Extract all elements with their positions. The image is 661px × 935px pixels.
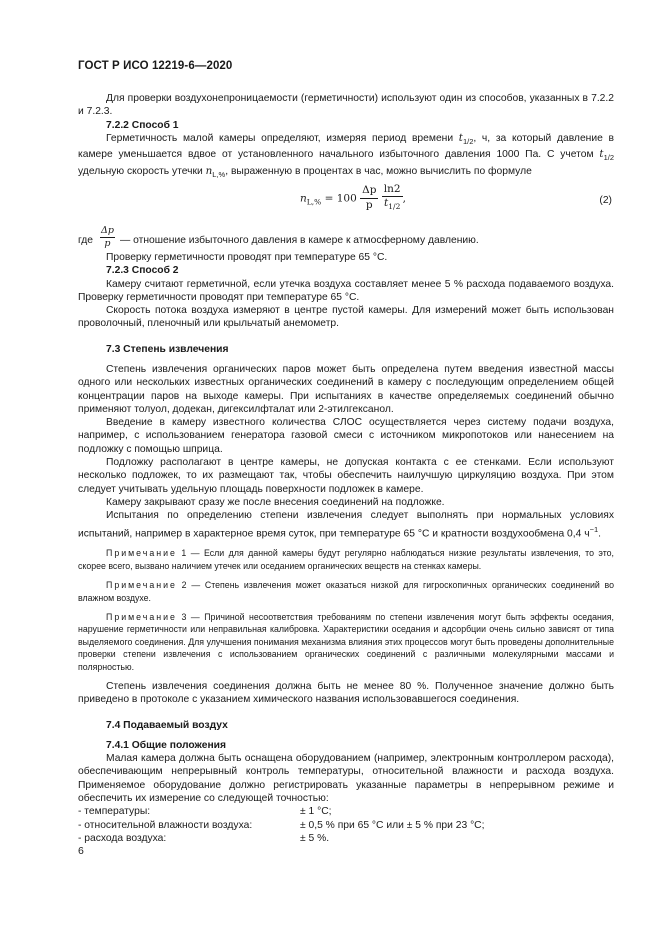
formula-2: [78, 181, 614, 225]
formula-number: (2): [599, 194, 612, 206]
recovery-paragraph-b: Введение в камеру известного количества СЛОС осуществляется через систему подачи воздуха, например, с использованием генератора газовой смеси с источником микропотоков или нанесением на подложку с помощью шприца.: [78, 417, 614, 455]
recovery-paragraph-a: Степень извлечения органических паров может быть определена путем введения известной массы одного или нескольких известных органических соединений в камеру с последующим определением общей концентрации паров на выходе камеры. При испытаниях в качестве определяемых соединений обычно применяют толуол, додекан, дигексилфталат или 2-этилгексанол.: [78, 364, 614, 415]
section-heading-7-4: 7.4 Подаваемый воздух: [106, 719, 228, 731]
page-number: 6: [78, 845, 84, 857]
note-1: Примечание 1 — Если для данной камеры будут регулярно наблюдаться низкие результаты извлечения, то это, скорее всего, вызвано наличием утечек или оседанием органических веществ на стенках камеры.: [78, 548, 614, 571]
tolerance-row: - относительной влажности воздуха: ± 0,5 % при 65 °С или ± 5 % при 23 °С;: [78, 819, 485, 831]
formula-fraction-ln2: $\frac{\ln 2}{t_{1/2}}$: [383, 182, 401, 212]
recovery-paragraph-f: Степень извлечения соединения должна быть не менее 80 %. Полученное значение должно быть приведено в протоколе с указанием химического названия использовавшегося соединения.: [78, 680, 614, 706]
section-heading-7-4-1: 7.4.1 Общие положения: [106, 739, 226, 751]
t-symbol: t: [458, 131, 463, 144]
section-heading-7-2-3: 7.2.3 Способ 2: [106, 265, 179, 277]
method-1-paragraph: Герметичность малой камеры определяют, измеряя период времени $t_{1/2}$, ч, за который давление в камере уменьшается вдвое от установленного начального избыточного давления 1000 Па. С учетом $t_{1/2}$ удельную скорость утечки $n_{L,\%}$, выраженную в процентах в час, можно вычислить по формуле: [78, 131, 614, 179]
method-2-paragraph-b: Скорость потока воздуха измеряют в центре пустой камеры. Для измерений может быть использован проволочный, пленочный или крыльчатый анемометр.: [78, 305, 614, 330]
note-3: Примечание 3 — Причиной несоответствия требованиям по степени извлечения могут быть эффекты оседания, нарушение герметичности или неправильная калибровка. Характеристики оседания и адсорбции очень сильно зависят от типа выделяемого соединения. Для улучшения понимания механизма влияния этих процессов могут быть проведены дополнительные проверки степени извлечения с использованием органических соединений с различными молекулярными массами и полярностью.: [78, 611, 614, 672]
document-body: [78, 92, 614, 845]
tolerance-row: - температуры: ± 1 °С;: [78, 806, 332, 818]
formula-expression: $n_{L,\%} = 100$ $\frac{\Delta p}{p}$ $\frac{\ln 2}{t_{1/2}}$ ,: [300, 183, 406, 214]
section-heading-7-3: 7.3 Степень извлечения: [106, 343, 229, 355]
check-65-paragraph: Проверку герметичности проводят при температуре 65 °С.: [106, 251, 388, 263]
supply-air-paragraph: Малая камера должна быть оснащена оборудованием (например, электронным контроллером расхода), обеспечивающим непрерывный контроль температуры, относительной влажности и расхода воздуха. Применяемое оборудование должно регистрировать указанные параметры в непрерывном режиме и обеспечить их измерение со следующей точностью:: [78, 753, 614, 805]
standard-header: ГОСТ Р ИСО 12219-6—2020: [78, 60, 233, 72]
where-fraction: Δp p: [101, 224, 114, 249]
recovery-paragraph-d: Камеру закрывают сразу же после внесения соединений на подложке.: [106, 496, 445, 508]
n-symbol: n: [205, 164, 213, 177]
intro-paragraph: Для проверки воздухонепроницаемости (герметичности) используют один из способов, указанных в 7.2.2 и 7.2.3.: [78, 93, 614, 118]
formula-fraction-pressure: $\frac{\Delta p}{p}$: [362, 184, 377, 211]
method-2-paragraph-a: Камеру считают герметичной, если утечка воздуха составляет менее 5 % расхода подаваемого воздуха. Проверку герметичности проводят при температуре 65 °С.: [78, 278, 614, 303]
where-clause: где Δp p — отношение избыточного давления в камере к атмосферному давлению.: [78, 224, 479, 249]
section-heading-7-2-2: 7.2.2 Способ 1: [106, 119, 179, 131]
recovery-paragraph-e: Испытания по определению степени извлечения следует выполнять при нормальных условиях испытаний, например в характерное время суток, при температуре 65 °С и кратности воздухообмена 0,4 $ч^{-1}$.: [78, 510, 614, 539]
tolerance-row: - расхода воздуха: ± 5 %.: [78, 832, 330, 844]
recovery-paragraph-c: Подложку располагают в центре камеры, не допуская контакта с ее стенками. Если используют несколько подложек, то их размещают так, чтобы обеспечить наилучшую циркуляцию воздуха. При этом следует учитывать удельную площадь поверхности подложек в камере.: [78, 457, 614, 495]
note-2: Примечание 2 — Степень извлечения может оказаться низкой для гигроскопичных органических соединений во влажном воздухе.: [78, 580, 614, 603]
